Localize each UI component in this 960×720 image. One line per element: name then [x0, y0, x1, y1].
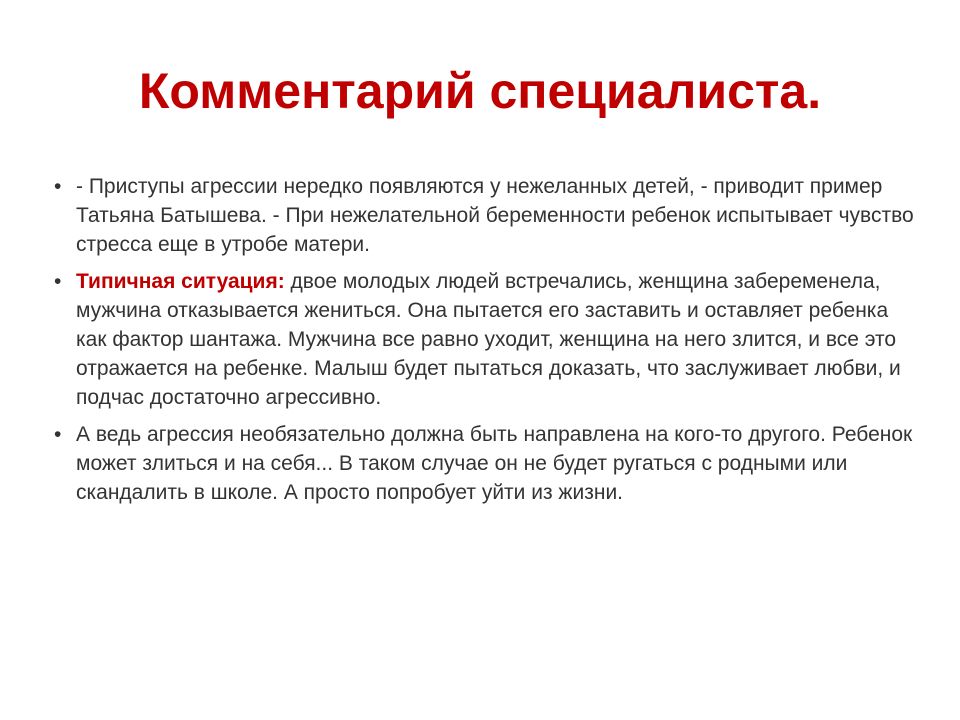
- bullet-dot-icon: •: [54, 423, 62, 446]
- bullet-item: [54, 420, 914, 507]
- bullet-highlight: Типичная ситуация:: [76, 270, 285, 293]
- bullet-list: [54, 172, 914, 515]
- bullet-text: А ведь агрессия необязательно должна быть направлена на кого-то другого. Ребенок может злиться и на себя... В таком случае он не будет ругаться с родными или скандалить в школе. А просто попробует уйти из жизни.: [76, 423, 913, 504]
- bullet-item: [54, 172, 914, 259]
- bullet-dot-icon: •: [54, 270, 62, 293]
- bullet-text: - Приступы агрессии нередко появляются у нежеланных детей, - приводит пример Татьяна Батышева. - При нежелательной беременности ребенок испытывает чувство стресса еще в утробе матери.: [76, 175, 914, 256]
- slide-title: Комментарий специалиста.: [138, 63, 822, 119]
- bullet-text: двое молодых людей встречались, женщина забеременела, мужчина отказывается жениться. Она пытается его заставить и оставляет ребенка как фактор шантажа. Мужчина все равно уходит, женщина на него злится, и все это отражается на ребенке. Малыш будет пытаться доказать, что заслуживает любви, и подчас достаточно агрессивно.: [76, 270, 901, 409]
- bullet-item: [54, 267, 914, 412]
- bullet-dot-icon: •: [54, 175, 62, 198]
